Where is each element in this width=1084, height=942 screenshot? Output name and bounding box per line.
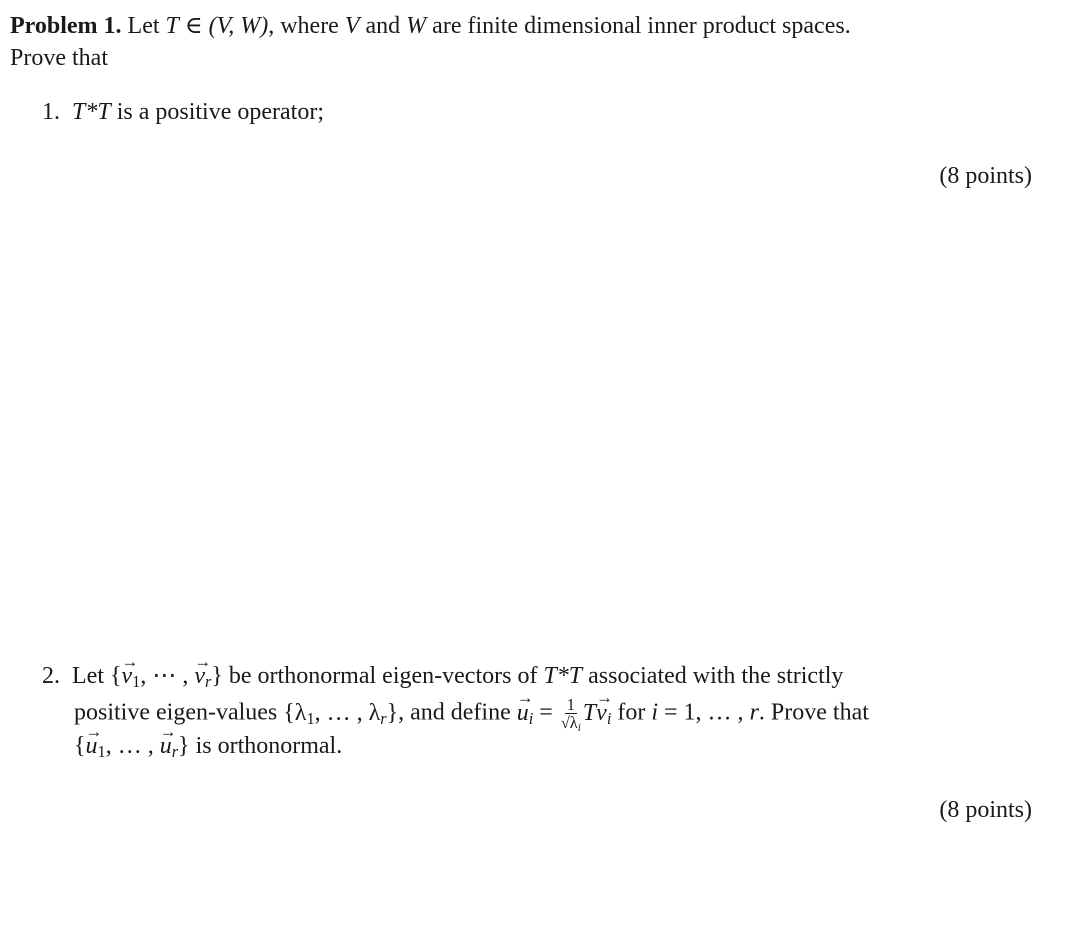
- item-2-operator: T*T: [543, 663, 583, 689]
- vector-ur: → u: [160, 734, 172, 758]
- vector-v1: → v: [122, 664, 133, 688]
- item-1-text: is a positive operator;: [116, 99, 324, 125]
- prove-that-line: Prove that: [10, 45, 108, 71]
- intro-V: V: [344, 13, 360, 39]
- item-1-points: (8 points): [939, 163, 1032, 189]
- item-2-let: Let: [72, 663, 104, 689]
- item-2-points: (8 points): [939, 797, 1032, 823]
- problem-heading-line: [10, 14, 851, 38]
- problem-title: Problem 1.: [10, 13, 122, 39]
- item-2-line-1: 2. Let {→ $v_1$, ⋯ , → $v_r$} be orthonormal eigen-vectors of T*T associated with the strictly: [42, 664, 843, 688]
- intro-T: T: [165, 13, 179, 39]
- intro-let: Let: [127, 13, 160, 39]
- vector-vi: → v: [596, 701, 607, 725]
- item-1: [42, 100, 324, 124]
- fraction-inv-sqrt-lambda: $\frac{1}{√\lambda_i}$: [560, 695, 581, 734]
- item-2-line-2: positive eigen-values {$\lambda_1$, … , $\lambda_r$}, and define → $u_i$ = $\frac{1}{√\lambda_i}$ $T\to v_i$ for i = 1, … , r. Prove that: [74, 696, 869, 732]
- item-1-number: 1.: [42, 99, 60, 125]
- vector-u1: → u: [86, 734, 98, 758]
- intro-W: W: [406, 13, 427, 39]
- vector-ui: → u: [517, 701, 529, 725]
- item-2-line-3: {→ $u_1$, … , → $u_r$} is orthonormal.: [74, 734, 342, 758]
- vector-vr: → v: [194, 664, 205, 688]
- intro-space: (V, W): [208, 13, 269, 39]
- intro-where: , where: [268, 13, 339, 39]
- item-1-operator: T*T: [72, 99, 111, 125]
- item-2-number: 2.: [42, 663, 60, 689]
- intro-and: and: [365, 13, 401, 39]
- intro-in: ∈: [184, 13, 203, 39]
- intro-rest: are finite dimensional inner product spaces.: [432, 13, 851, 39]
